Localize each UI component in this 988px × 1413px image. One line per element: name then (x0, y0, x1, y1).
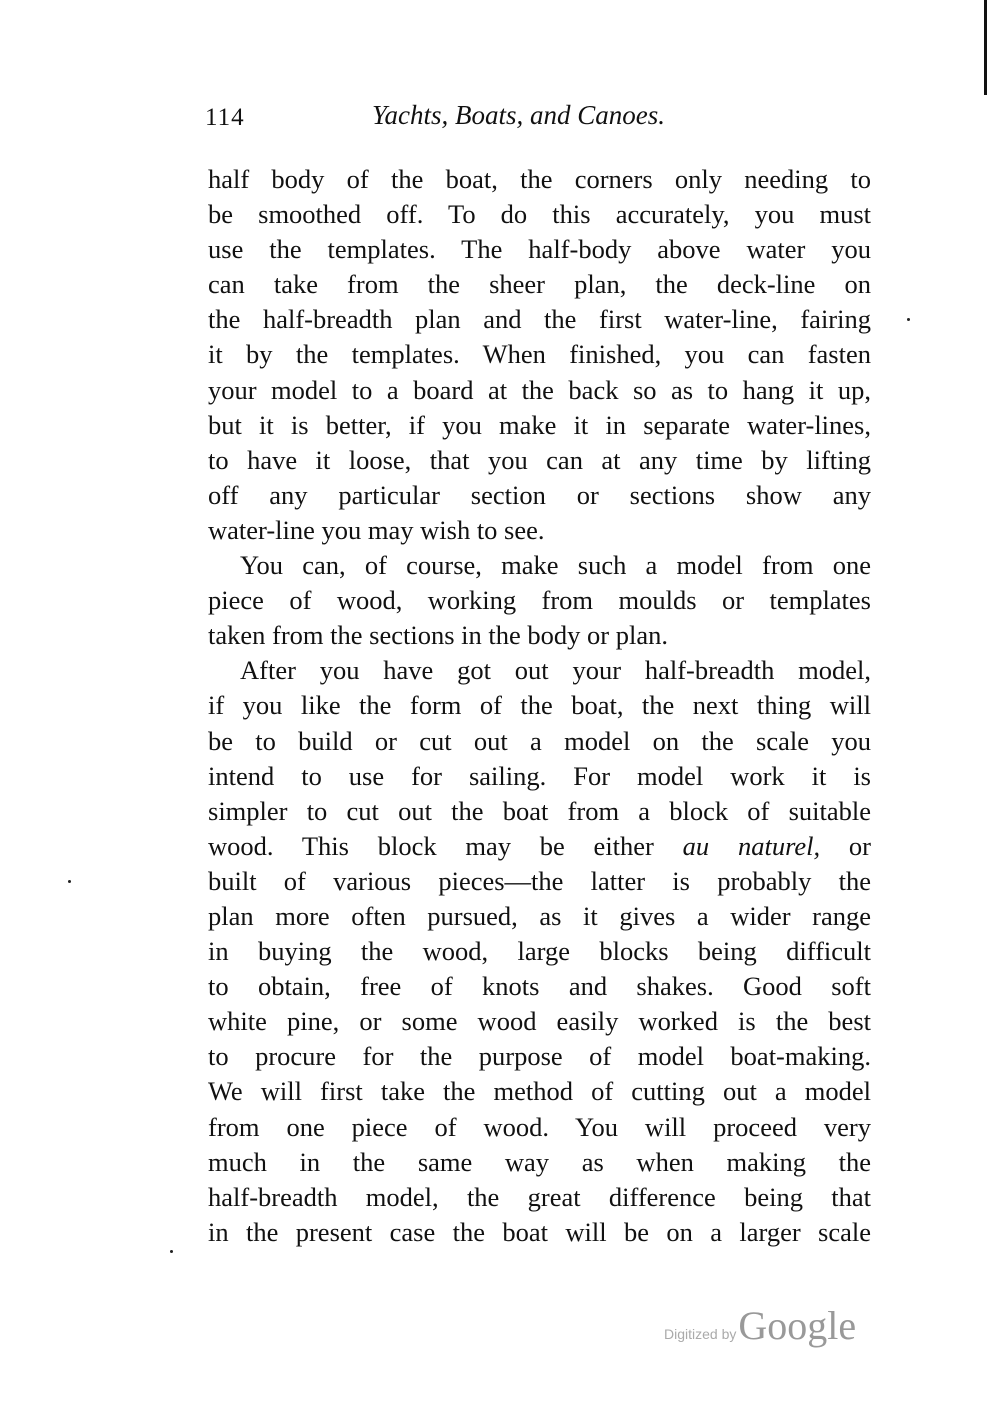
text-line: half body of the boat, the corners only needing to (208, 164, 871, 194)
text-line: it by the templates. When finished, you can fasten (208, 339, 871, 370)
text-line: in the present case the boat will be on a larger scale (208, 1216, 871, 1247)
text-line: intend to use for sailing. For model work it is (208, 760, 871, 791)
text-line: water-line you may wish to see. (208, 514, 545, 545)
text-line: the half-breadth plan and the first water-line, fairing (208, 304, 871, 335)
text-line: can take from the sheer plan, the deck-line on (208, 269, 871, 300)
text-line: taken from the sections in the body or plan. (208, 620, 668, 651)
text-line (208, 829, 871, 864)
text-line: but it is better, if you make it in separate water-lines, (208, 409, 871, 440)
text-line: to procure for the purpose of model boat-making. (208, 1041, 871, 1072)
text-line: We will first take the method of cutting out a model (208, 1076, 871, 1107)
italic-phrase: au naturel, (682, 830, 821, 861)
text-line: off any particular section or sections show any (208, 479, 871, 510)
text-line: to have it loose, that you can at any time by lifting (208, 444, 871, 475)
body-text (208, 162, 871, 1250)
text-line: much in the same way as when making the (208, 1146, 871, 1177)
scan-speck (907, 318, 910, 321)
digitized-by-label: Digitized by (664, 1326, 737, 1342)
page-number: 114 (205, 104, 245, 131)
text-line: be smoothed off. To do this accurately, you must (208, 199, 871, 230)
text-line: use the templates. The half-body above water you (208, 234, 871, 265)
google-logo: Google (738, 1303, 857, 1348)
scan-speck (170, 1250, 173, 1253)
text-line: simpler to cut out the boat from a block of suitable (208, 795, 871, 826)
text-line: white pine, or some wood easily worked is the best (208, 1006, 871, 1037)
text-segment: wood. This block may be either (208, 830, 683, 861)
text-line: plan more often pursued, as it gives a wider range (208, 900, 871, 931)
text-segment: or (820, 830, 872, 861)
text-line: half-breadth model, the great difference being that (208, 1181, 871, 1212)
page-edge-mark (984, 0, 987, 95)
text-line: if you like the form of the boat, the next thing will (208, 690, 871, 721)
text-line: built of various pieces—the latter is probably the (208, 865, 871, 896)
text-line: piece of wood, working from moulds or templates (208, 585, 871, 616)
scan-speck (68, 880, 71, 883)
text-line: You can, of course, make such a model from one (240, 550, 871, 581)
text-line: your model to a board at the back so as to hang it up, (208, 374, 871, 405)
text-line: be to build or cut out a model on the scale you (208, 725, 871, 756)
text-line: from one piece of wood. You will proceed very (208, 1111, 871, 1142)
text-line: in buying the wood, large blocks being difficult (208, 936, 871, 967)
running-title: Yachts, Boats, and Canoes. (372, 100, 666, 130)
text-line: to obtain, free of knots and shakes. Good soft (208, 971, 871, 1002)
text-line: After you have got out your half-breadth model, (240, 655, 871, 686)
digitized-watermark (664, 1302, 856, 1349)
